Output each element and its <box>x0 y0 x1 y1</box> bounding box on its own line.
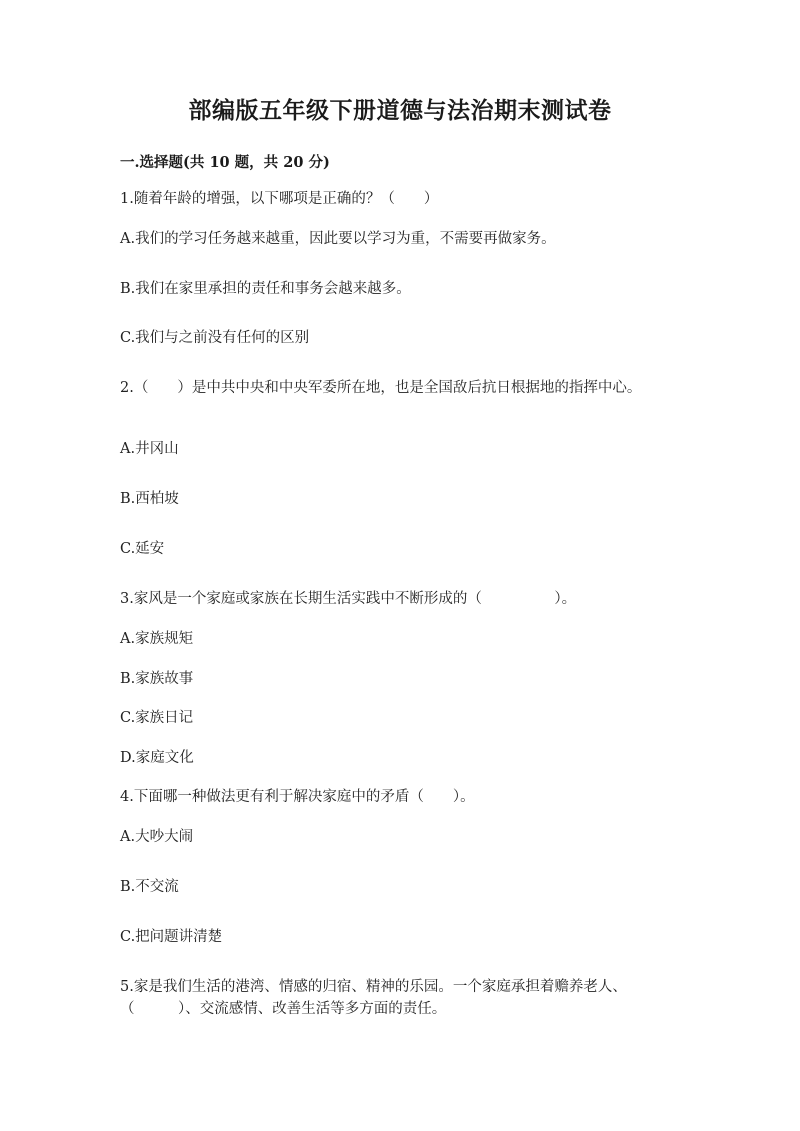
question-4-option-a: A.大吵大闹 <box>120 829 194 845</box>
question-4-stem: 4.下面哪一种做法更有利于解决家庭中的矛盾（ ）。 <box>120 789 475 805</box>
question-1-option-a: A.我们的学习任务越来越重，因此要以学习为重，不需要再做家务。 <box>120 231 556 247</box>
question-3-option-a: A.家族规矩 <box>120 631 194 647</box>
section-heading: 一.选择题(共 10 题，共 20 分) <box>120 154 330 171</box>
question-1-stem: 1.随着年龄的增强，以下哪项是正确的？（ ） <box>120 191 439 207</box>
question-2-stem: 2.（ ）是中共中央和中央军委所在地，也是全国敌后抗日根据地的指挥中心。 <box>120 380 642 396</box>
question-3-option-b: B.家族故事 <box>120 671 194 687</box>
exam-title: 部编版五年级下册道德与法治期末测试卷 <box>188 97 612 124</box>
question-2-option-c: C.延安 <box>120 541 165 557</box>
question-4-option-b: B.不交流 <box>120 879 179 895</box>
question-2-option-a: A.井冈山 <box>120 441 179 457</box>
question-3-option-c: C.家族日记 <box>120 710 194 726</box>
question-2-option-b: B.西柏坡 <box>120 491 179 507</box>
question-5-stem: 5.家是我们生活的港湾、情感的归宿、精神的乐园。一个家庭承担着赡养老人、（ ）、交流感情、改善生活等多方面的责任。 <box>120 979 627 1017</box>
question-1-option-b: B.我们在家里承担的责任和事务会越来越多。 <box>120 281 411 297</box>
question-4-option-c: C.把问题讲清楚 <box>120 929 223 945</box>
question-3-option-d: D.家庭文化 <box>120 750 194 766</box>
question-1-option-c: C.我们与之前没有任何的区别 <box>120 330 310 346</box>
question-3-stem: 3.家风是一个家庭或家族在长期生活实践中不断形成的（ ）。 <box>120 591 577 607</box>
